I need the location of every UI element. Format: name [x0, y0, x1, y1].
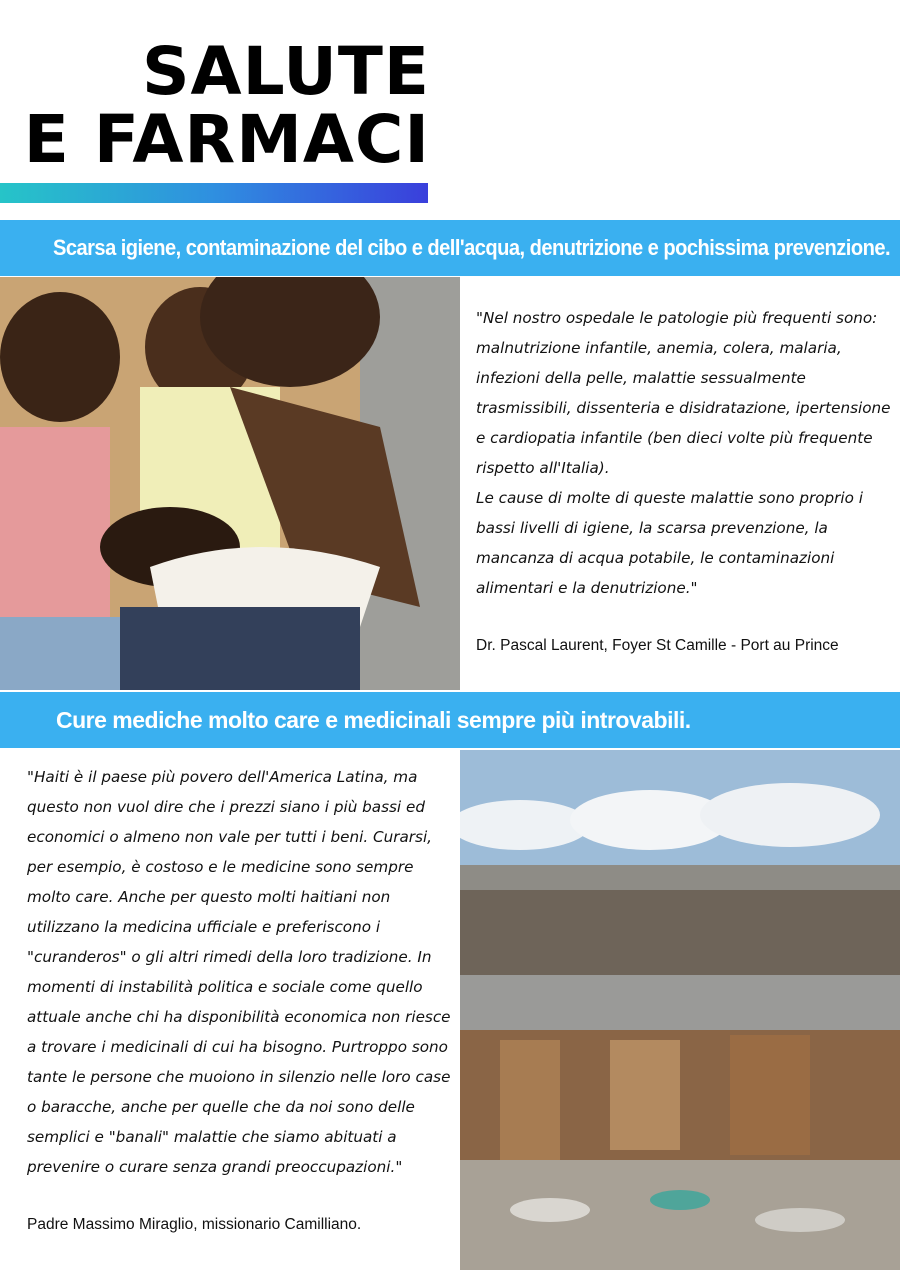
medical-care-illustration	[0, 277, 460, 690]
quote1-paragraph-1: "Nel nostro ospedale le patologie più frequenti sono: malnutrizione infantile, anemia, colera, malaria, infezioni della pelle, malattie sessualmente trasmissibili, dissenteria e disidratazione, ipertensione e cardiopatia infantile (ben dieci volte più frequente rispetto all'Italia).	[476, 309, 891, 477]
section1-signature: Dr. Pascal Laurent, Foyer St Camille - Port au Prince	[476, 637, 839, 654]
title-line-1: SALUTE	[141, 33, 430, 110]
title-underline-bar	[0, 183, 428, 203]
page-title	[0, 33, 430, 178]
title-line-2: E FARMACI	[23, 101, 430, 178]
medical-care-photo	[0, 277, 460, 690]
section2-banner: Cure mediche molto care e medicinali sempre più introvabili.	[0, 692, 900, 748]
quote1-paragraph-2: Le cause di molte di queste malattie sono proprio i bassi livelli di igiene, la scarsa prevenzione, la mancanza di acqua potabile, le contaminazioni alimentari e la denutrizione."	[476, 489, 863, 597]
quote2-paragraph: "Haiti è il paese più povero dell'America Latina, ma questo non vuol dire che i prezzi siano i più bassi ed economici o almeno non vale per tutti i beni. Curarsi, per esempio, è costoso e le medicine sono sempre molto care. Anche per questo molti haitiani non utilizzano la medicina ufficiale e preferiscono i "curanderos" o gli altri rimedi della loro tradizione. In momenti di instabilità politica e sociale come quello attuale anche chi ha disponibilità economica non riesce a trovare i medicinali di cui ha bisogno. Purtroppo sono tante le persone che muoiono in silenzio nelle loro case o baracche, anche per quelle che da noi sono delle semplici e "banali" malattie che siamo abituati a prevenire o curare senza grandi preoccupazioni."	[27, 768, 451, 1176]
section2-signature: Padre Massimo Miraglio, missionario Camilliano.	[27, 1216, 362, 1233]
section2-quote	[27, 762, 452, 1182]
section1-quote	[476, 303, 896, 603]
slum-landscape-photo	[460, 750, 900, 1270]
slum-landscape-illustration	[460, 750, 900, 1270]
section1-banner: Scarsa igiene, contaminazione del cibo e dell'acqua, denutrizione e pochissima prevenzione.	[0, 220, 900, 276]
